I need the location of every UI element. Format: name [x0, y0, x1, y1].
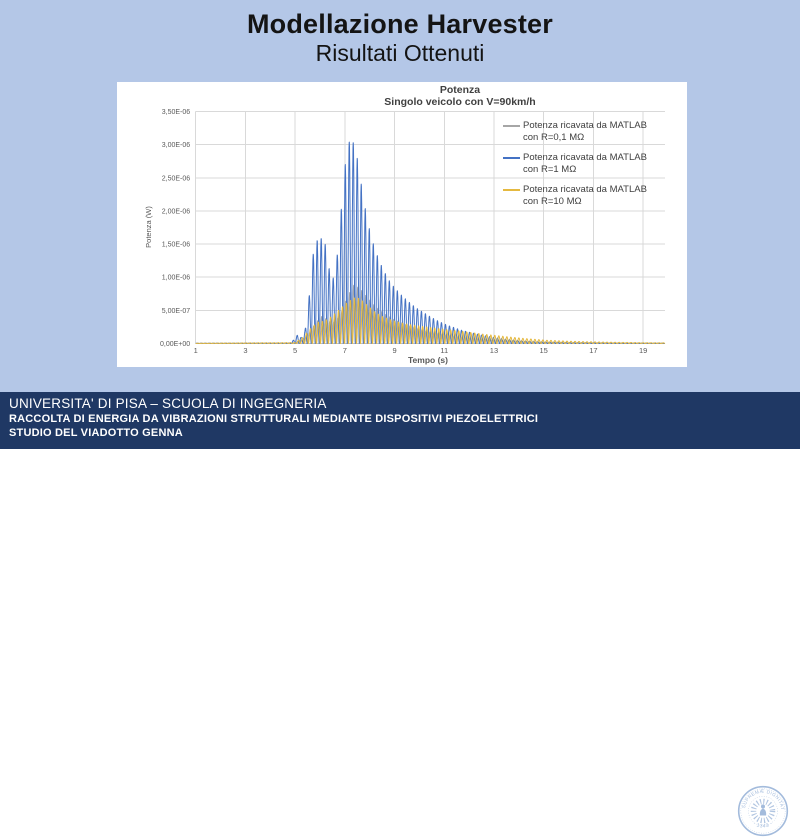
legend-label-line: con R=0,1 MΩ: [523, 132, 585, 143]
slide-title: Modellazione Harvester: [246, 9, 553, 39]
footer-university-line: UNIVERSITA' DI PISA – SCUOLA DI INGEGNERIA: [9, 396, 327, 411]
y-axis-tick-label: 5,00E-07: [161, 307, 191, 315]
legend-line-swatch-gray: [503, 125, 520, 127]
legend-line-swatch-blue: [503, 157, 520, 159]
x-axis-tick-label: 13: [489, 346, 499, 355]
chart-subtitle: Singolo veicolo con V=90km/h: [384, 96, 536, 108]
x-axis-title: Tempo (s): [408, 355, 448, 365]
slide-subtitle: Risultati Ottenuti: [315, 40, 485, 66]
y-axis-title: Potenza (W): [144, 206, 153, 248]
legend-label-line: Potenza ricavata da MATLAB: [523, 120, 647, 131]
y-axis-tick-label: 2,00E-06: [161, 208, 191, 216]
x-axis-tick-label: 19: [638, 346, 648, 355]
chart-card: [117, 82, 687, 367]
x-axis-tick-label: 17: [589, 346, 598, 355]
y-axis-tick-label: 0,00E+00: [160, 341, 191, 348]
seal-figure-body: [760, 809, 766, 816]
y-axis-tick-label: 1,00E-06: [161, 274, 191, 282]
y-axis-tick-label: 1,50E-06: [161, 241, 191, 249]
legend-label-line: Potenza ricavata da MATLAB: [523, 184, 647, 195]
svg-text:· 1343 ·: [752, 821, 775, 830]
legend-item-r01: [503, 120, 647, 144]
footer-thesis-title-line: RACCOLTA DI ENERGIA DA VIBRAZIONI STRUTTURALI MEDIANTE DISPOSITIVI PIEZOELETTRICI: [9, 413, 539, 425]
legend-item-r10: [503, 184, 647, 208]
footer-bar: [0, 392, 800, 830]
y-axis-tick-label: 2,50E-06: [161, 175, 191, 183]
slide-title-block: [0, 9, 800, 67]
legend-item-r1: [503, 152, 647, 176]
y-axis-tick-label: 3,50E-06: [161, 109, 191, 117]
legend-label-line: Potenza ricavata da MATLAB: [523, 152, 647, 163]
legend-line-swatch-yellow: [503, 189, 520, 191]
seal-central-figure: [760, 805, 766, 816]
x-axis-tick-label: 11: [440, 346, 449, 355]
university-of-pisa-seal-logo: [735, 784, 791, 840]
y-axis-tick-label: 3,00E-06: [161, 142, 191, 150]
x-axis-tick-label: 3: [243, 346, 248, 355]
footer-text-block: [9, 395, 720, 440]
x-axis-tick-label: 15: [539, 346, 548, 355]
seal-year-text: · 1343 ·: [751, 820, 775, 830]
seal-motto-text: SUPREMÆ DIGNITAT: [741, 788, 786, 811]
x-axis-tick-label: 5: [293, 346, 298, 355]
chart-title-block: [233, 84, 687, 108]
seal-figure-head: [761, 805, 765, 809]
chart-title: Potenza: [439, 84, 481, 96]
legend-label-line: con R=1 MΩ: [523, 164, 577, 175]
x-axis-tick-label: 7: [342, 346, 347, 355]
x-axis-tick-label: 9: [392, 346, 397, 355]
legend-label-line: con R=10 MΩ: [523, 196, 582, 207]
x-axis-tick-label: 1: [193, 346, 198, 355]
footer-study-line: STUDIO DEL VIADOTTO GENNA: [9, 426, 183, 439]
